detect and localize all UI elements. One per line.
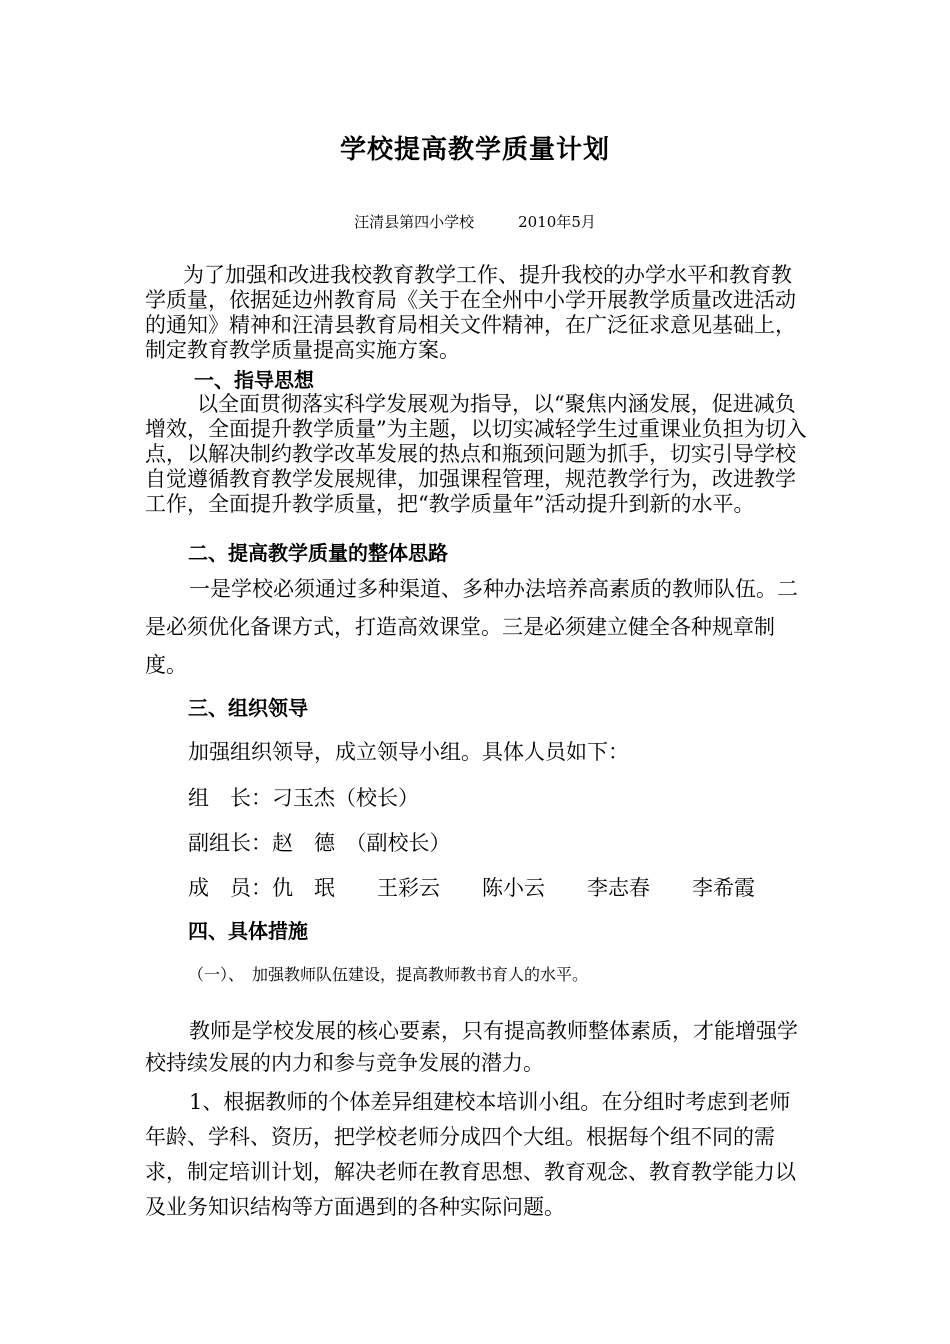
- section-1-heading: 一、指导思想: [194, 368, 314, 392]
- document-byline: [0, 210, 950, 234]
- group-vice-leader: 副组长：赵 德 （副校长）: [188, 831, 451, 855]
- document-title: 学校提高教学质量计划: [339, 135, 610, 165]
- section-2-heading: 二、提高教学质量的整体思路: [188, 541, 448, 565]
- school-name: 汪清县第四小学校: [354, 213, 475, 231]
- intro-paragraph: 为了加强和改进我校教育教学工作、提升我校的办学水平和教育教学质量，依据延边州教育局《关于在全州中小学开展教学质量改进活动的通知》精神和汪清县教育局相关文件精神，在广泛征求意见基础上，制定教育教学质量提高实施方案。: [145, 263, 796, 362]
- section-4-heading: 四、具体措施: [188, 919, 308, 943]
- section-3-heading: 三、组织领导: [188, 696, 308, 720]
- section-2-body: 一是学校必须通过多种渠道、多种办法培养高素质的教师队伍。二是必须优化备课方式，打造高效课堂。三是必须建立健全各种规章制度。: [145, 577, 798, 677]
- group-leader: 组 长：刁玉杰（校长）: [188, 786, 419, 810]
- section-1-body: 以全面贯彻落实科学发展观为指导，以“聚焦内涵发展，促进减负增效，全面提升教学质量”为主题，以切实减轻学生过重课业负担为切入点，以解决制约教学改革发展的热点和瓶颈问题为抓手，切实引导学校自觉遵循教育教学发展规律，加强课程管理，规范教学行为，改进教学工作，全面提升教学质量，把“教学质量年”活动提升到新的水平。: [145, 392, 807, 516]
- section-4-paragraph-2: 1、根据教师的个体差异组建校本培训小组。在分组时考虑到老师年龄、学科、资历，把学校老师分成四个大组。根据每个组不同的需求，制定培训计划，解决老师在教育思想、教育观念、教育教学能力以及业务知识结构等方面遇到的各种实际问题。: [145, 1090, 796, 1219]
- group-members: 成 员：仇 珉 王彩云 陈小云 李志春 李希霞: [188, 876, 755, 900]
- section-3-lead: 加强组织领导，成立领导小组。具体人员如下：: [188, 740, 629, 764]
- section-4-paragraph-1: 教师是学校发展的核心要素，只有提高教师整体素质，才能增强学校持续发展的内力和参与竞争发展的潜力。: [145, 1019, 798, 1075]
- section-4-subheading: （一）、 加强教师队伍建设，提高教师教书育人的水平。: [188, 965, 589, 984]
- document-date: 2010年5月: [518, 213, 596, 231]
